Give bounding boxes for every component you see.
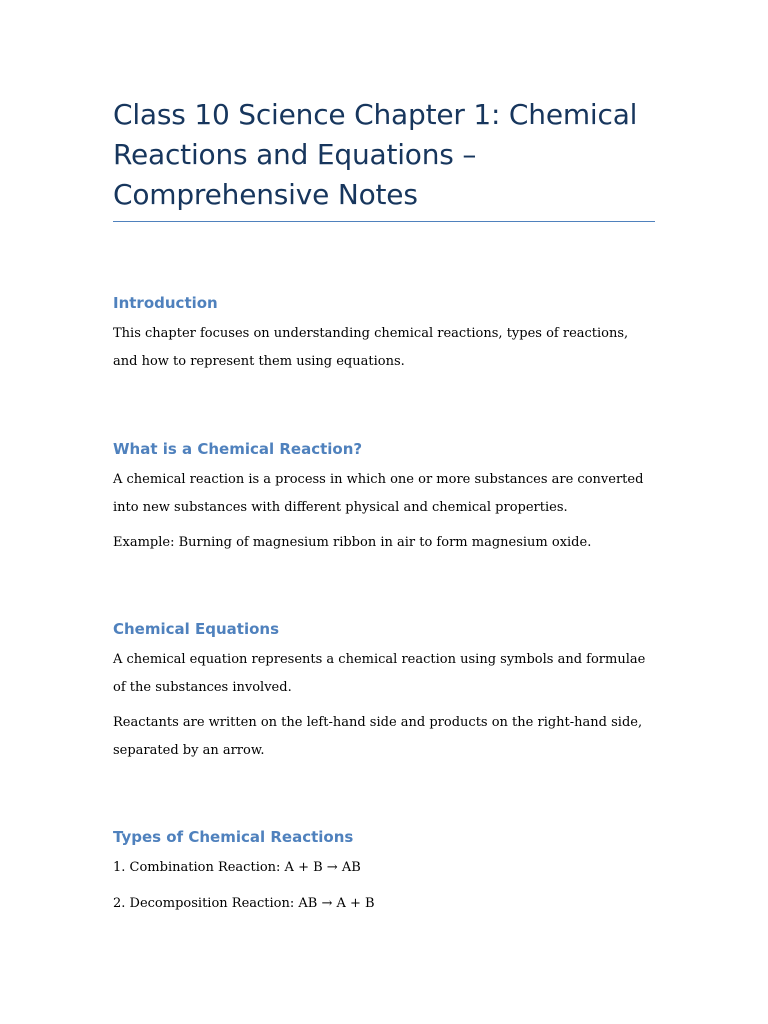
section-heading: Types of Chemical Reactions xyxy=(113,828,354,846)
section-introduction xyxy=(113,293,655,375)
paragraph: A chemical equation represents a chemical reaction using symbols and formulae of the substances involved. xyxy=(113,652,646,695)
list-item: 1. Combination Reaction: A + B → AB xyxy=(113,860,361,875)
list-item: 2. Decomposition Reaction: AB → A + B xyxy=(113,895,375,911)
paragraph: Reactants are written on the left-hand side and products on the right-hand side, separated by an arrow. xyxy=(113,715,643,758)
document-page xyxy=(113,95,655,911)
section-types-of-reactions xyxy=(113,827,655,917)
paragraph: Example: Burning of magnesium ribbon in air to form magnesium oxide. xyxy=(113,535,592,550)
paragraph: A chemical reaction is a process in which one or more substances are converted into new substances with different physical and chemical properties. xyxy=(113,472,644,515)
document-title: Class 10 Science Chapter 1: Chemical Reactions and Equations – Comprehensive Notes xyxy=(113,98,638,211)
section-heading: Chemical Equations xyxy=(113,620,280,638)
section-chemical-equations xyxy=(113,619,655,764)
section-what-is-chemical-reaction xyxy=(113,439,655,557)
title-underline xyxy=(113,221,655,222)
section-heading: Introduction xyxy=(113,294,218,312)
section-heading: What is a Chemical Reaction? xyxy=(113,440,363,458)
paragraph: This chapter focuses on understanding chemical reactions, types of reactions, and how to represent them using equations. xyxy=(113,326,629,369)
